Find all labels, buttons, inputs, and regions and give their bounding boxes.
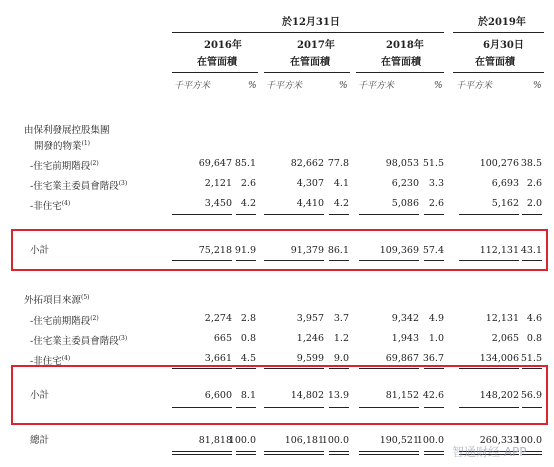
total-underline-a-pct-2016 [236, 451, 256, 452]
header-as-of-2019: 於2019年 [478, 17, 526, 28]
section1-subtotal-pct-2018: 57.4 [422, 245, 444, 256]
section1-subtotal-area-2017: 91,379 [290, 245, 324, 256]
section2-subtotal-underline-pct-2017 [329, 407, 349, 408]
section1-subtotal-underline-pct-2017 [329, 260, 349, 261]
section2-row-1-area-2018: 1,943 [391, 333, 419, 344]
section1-row-2-pct-2017: 4.2 [333, 198, 349, 209]
section2-row-0-area-2019: 12,131 [485, 313, 519, 324]
section1-row-0-pct-2017: 77.8 [327, 158, 349, 169]
section2-row-0-pct-2016: 2.8 [240, 313, 256, 324]
row-label-text: -非住宅 [30, 201, 62, 213]
section1-row-2-area-2018: 5,086 [391, 198, 419, 209]
section1-sum-rule-area-2018 [359, 214, 419, 215]
row-label-text: -住宅前期階段 [30, 161, 91, 173]
unit-area-2018: 千平方米 [358, 81, 395, 91]
section2-subtotal-underline-area-2018 [359, 407, 419, 408]
section2-row-0-pct-2017: 3.7 [333, 313, 349, 324]
section1-subtotal-underline-area-2018 [359, 260, 419, 261]
row-label-text: -住宅業主委員會階段 [30, 181, 119, 193]
section1-subtotal-underline-pct-2018 [424, 260, 444, 261]
total-underline-b-pct-2018 [424, 454, 444, 455]
section1-sum-rule-area-2019 [459, 214, 519, 215]
unit-area-2019: 千平方米 [456, 81, 493, 91]
section1-row-1-area-2016: 2,121 [204, 178, 232, 189]
total-pct-2016: 100.0 [228, 435, 256, 446]
section2-subtotal-pct-2018: 42.6 [422, 390, 444, 401]
total-area-2017: 106,181 [284, 435, 324, 446]
header-year-2018: 2018年 [386, 40, 424, 51]
watermark: 智通财经 APP [452, 445, 527, 459]
unit-pct-2017: % [339, 81, 348, 91]
section2-subtotal-pct-2016: 8.1 [240, 390, 256, 401]
section1-row-1-area-2018: 6,230 [391, 178, 419, 189]
row-footnote-ref: (4) [61, 355, 71, 362]
section1-row-0-pct-2018: 51.5 [422, 158, 444, 169]
section1-row-2-pct-2018: 2.6 [428, 198, 444, 209]
section2-row-2-area-2018: 69,867 [385, 353, 419, 364]
section2-subtotal-underline-area-2016 [172, 407, 232, 408]
section2-row-2-pct-2017: 9.0 [333, 353, 349, 364]
unit-pct-2016: % [248, 81, 257, 91]
unit-pct-2018: % [434, 81, 443, 91]
total-underline-a-area-2018 [359, 451, 419, 452]
section2-row-1-pct-2019: 0.8 [526, 333, 542, 344]
total-pct-2018: 100.0 [416, 435, 444, 446]
section1-row-1-label [30, 178, 127, 193]
section2-row-2-pct-2018: 36.7 [422, 353, 444, 364]
section2-row-2-area-2017: 9,599 [296, 353, 324, 364]
section2-sum-rule-pct-2017 [329, 368, 349, 369]
header-rule-2016-2018 [172, 32, 444, 33]
section2-subtotal-underline-area-2019 [459, 407, 519, 408]
section1-row-0-area-2018: 98,053 [385, 158, 419, 169]
row-label-text: -住宅前期階段 [30, 316, 91, 328]
row-footnote-ref: (2) [90, 315, 99, 322]
row-footnote-ref: (3) [118, 180, 128, 187]
header-date-2019: 6月30日 [483, 40, 524, 51]
section1-row-0-area-2017: 82,662 [290, 158, 324, 169]
total-underline-b-area-2017 [264, 454, 324, 455]
section1-row-1-pct-2017: 4.1 [333, 178, 349, 189]
section1-subtotal-label: 小計 [30, 245, 50, 256]
section1-title-line1: 由保利發展控股集團 [24, 125, 110, 136]
row-label-text: -非住宅 [30, 356, 62, 368]
section1-row-1-pct-2018: 3.3 [428, 178, 444, 189]
section2-subtotal-pct-2017: 13.9 [327, 390, 349, 401]
header-rule-2019b [453, 72, 544, 73]
section2-sum-rule-area-2018 [359, 368, 419, 369]
section2-title: 外拓項目來源$^{(5)}$ [24, 294, 90, 307]
section1-row-1-pct-2016: 2.6 [240, 178, 256, 189]
section1-subtotal-underline-area-2016 [172, 260, 232, 261]
section2-row-2-pct-2019: 51.5 [520, 353, 542, 364]
section1-row-2-area-2016: 3,450 [204, 198, 232, 209]
section1-row-2-area-2017: 4,410 [296, 198, 324, 209]
section2-row-1-area-2019: 2,065 [491, 333, 519, 344]
section1-sum-rule-area-2016 [172, 214, 232, 215]
section2-subtotal-underline-pct-2016 [236, 407, 256, 408]
section1-subtotal-underline-area-2017 [264, 260, 324, 261]
section2-subtotal-area-2016: 6,600 [204, 390, 232, 401]
section2-row-2-area-2019: 134,006 [479, 353, 519, 364]
section2-row-1-pct-2017: 1.2 [333, 333, 349, 344]
header-area-2018: 在管面積 [381, 57, 421, 68]
total-area-2019: 260,333 [479, 435, 519, 446]
section1-subtotal-pct-2017: 86.1 [327, 245, 349, 256]
section1-row-0-pct-2019: 38.5 [520, 158, 542, 169]
section1-row-1-pct-2019: 2.6 [526, 178, 542, 189]
section1-row-1-area-2019: 6,693 [491, 178, 519, 189]
section2-row-0-area-2016: 2,274 [204, 313, 232, 324]
total-underline-b-area-2016 [172, 454, 232, 455]
section2-subtotal-area-2017: 14,802 [290, 390, 324, 401]
unit-area-2017: 千平方米 [266, 81, 303, 91]
section2-subtotal-underline-area-2017 [264, 407, 324, 408]
total-area-2018: 190,521 [379, 435, 419, 446]
header-year-2017: 2017年 [297, 40, 335, 51]
section1-subtotal-underline-pct-2016 [236, 260, 256, 261]
section1-row-0-pct-2016: 85.1 [234, 158, 256, 169]
section2-row-2-pct-2016: 4.5 [240, 353, 256, 364]
section1-row-0-area-2019: 100,276 [479, 158, 519, 169]
section1-subtotal-area-2019: 112,131 [479, 245, 519, 256]
section2-subtotal-area-2018: 81,152 [385, 390, 419, 401]
total-underline-a-area-2017 [264, 451, 324, 452]
section2-subtotal-area-2019: 148,202 [479, 390, 519, 401]
section1-sum-rule-area-2017 [264, 214, 324, 215]
section2-subtotal-underline-pct-2019 [522, 407, 542, 408]
header-rule-2018 [356, 72, 444, 73]
section2-sum-rule-area-2019 [459, 368, 519, 369]
section2-row-0-label [30, 313, 99, 328]
section1-row-0-area-2016: 69,647 [198, 158, 232, 169]
total-label: 總計 [30, 435, 50, 446]
section1-row-0-label [30, 158, 99, 173]
header-area-2017: 在管面積 [290, 57, 330, 68]
header-rule-2019 [453, 32, 544, 33]
header-rule-2016 [172, 72, 258, 73]
section2-subtotal-underline-pct-2018 [424, 407, 444, 408]
total-underline-b-pct-2017 [329, 454, 349, 455]
total-area-2016: 81,818 [198, 435, 232, 446]
section2-row-0-pct-2019: 4.6 [526, 313, 542, 324]
row-footnote-ref: (2) [90, 160, 99, 167]
row-footnote-ref: (4) [61, 200, 71, 207]
section1-row-2-area-2019: 5,162 [491, 198, 519, 209]
unit-pct-2019: % [533, 81, 542, 91]
section1-sum-rule-pct-2016 [236, 214, 256, 215]
section2-sum-rule-pct-2019 [522, 368, 542, 369]
header-area-2016: 在管面積 [197, 57, 237, 68]
section2-row-0-area-2017: 3,957 [296, 313, 324, 324]
section2-subtotal-pct-2019: 56.9 [520, 390, 542, 401]
total-pct-2019: 100.0 [514, 435, 542, 446]
section1-subtotal-pct-2016: 91.9 [234, 245, 256, 256]
total-underline-a-area-2016 [172, 451, 232, 452]
section2-sum-rule-area-2016 [172, 368, 232, 369]
section2-row-0-pct-2018: 4.9 [428, 313, 444, 324]
section1-sum-rule-pct-2018 [424, 214, 444, 215]
section2-row-1-label [30, 333, 127, 348]
section1-subtotal-pct-2019: 43.1 [520, 245, 542, 256]
section1-subtotal-underline-pct-2019 [522, 260, 542, 261]
row-label-text: -住宅業主委員會階段 [30, 336, 119, 348]
header-rule-2017 [264, 72, 350, 73]
section1-title-line2: 開發的物業$^{(1)}$ [34, 140, 91, 153]
total-underline-b-pct-2016 [236, 454, 256, 455]
section2-subtotal-label: 小計 [30, 390, 50, 401]
header-as-of: 於12月31日 [282, 17, 340, 28]
section1-row-2-label [30, 198, 70, 213]
row-footnote-ref: (3) [118, 335, 128, 342]
total-pct-2017: 100.0 [321, 435, 349, 446]
section2-row-1-area-2017: 1,246 [296, 333, 324, 344]
section2-sum-rule-area-2017 [264, 368, 324, 369]
section1-subtotal-area-2016: 75,218 [198, 245, 232, 256]
header-year-2016: 2016年 [204, 40, 242, 51]
section2-row-2-label [30, 353, 70, 368]
section1-sum-rule-pct-2017 [329, 214, 349, 215]
section1-subtotal-underline-area-2019 [459, 260, 519, 261]
section2-row-1-area-2016: 665 [213, 333, 232, 344]
total-underline-b-area-2018 [359, 454, 419, 455]
total-underline-a-pct-2018 [424, 451, 444, 452]
section1-row-2-pct-2019: 2.0 [526, 198, 542, 209]
section2-row-2-area-2016: 3,661 [204, 353, 232, 364]
section2-sum-rule-pct-2016 [236, 368, 256, 369]
section1-row-1-area-2017: 4,307 [296, 178, 324, 189]
section2-row-1-pct-2016: 0.8 [240, 333, 256, 344]
section1-row-2-pct-2016: 4.2 [240, 198, 256, 209]
section2-sum-rule-pct-2018 [424, 368, 444, 369]
total-underline-a-pct-2017 [329, 451, 349, 452]
section1-subtotal-area-2018: 109,369 [379, 245, 419, 256]
section2-row-1-pct-2018: 1.0 [428, 333, 444, 344]
unit-area-2016: 千平方米 [174, 81, 211, 91]
section2-row-0-area-2018: 9,342 [391, 313, 419, 324]
section1-sum-rule-pct-2019 [522, 214, 542, 215]
header-area-2019: 在管面積 [475, 57, 515, 68]
